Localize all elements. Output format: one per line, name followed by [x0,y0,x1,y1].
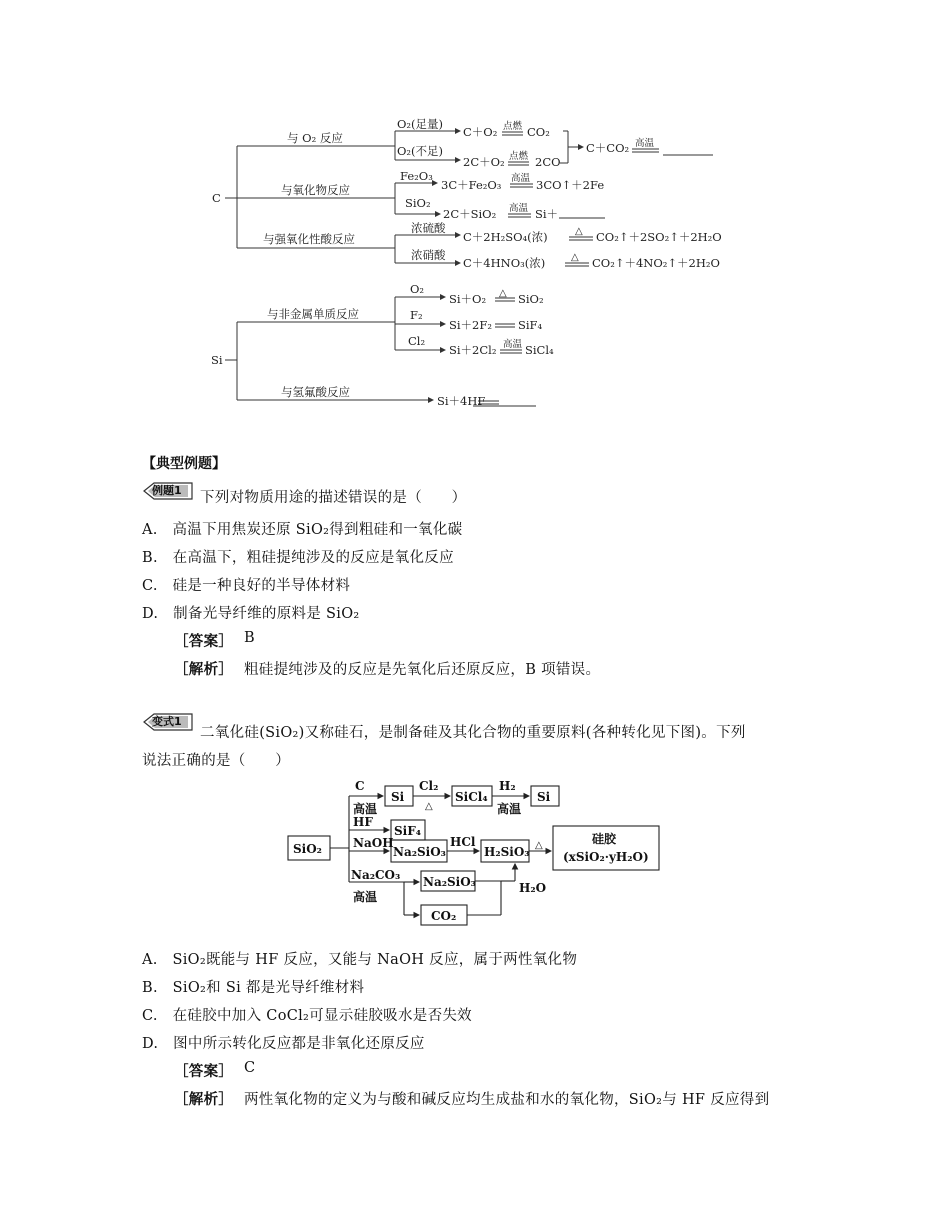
variant1-option-d: D. 图中所示转化反应都是非氧化还原反应 [142,1036,425,1052]
variant1-answer-label: ［答案］ [174,1063,234,1080]
c-branch-acid: 与强氧化性酸反应 [263,232,355,246]
si-cond-1: △ [499,288,507,299]
oxide-cond-1: 高温 [511,173,531,184]
d2-reagent-h2o: H₂O [519,881,547,895]
sio2-conversion-diagram [285,776,665,928]
si-reaction-cl2-right: SiCl₄ [525,343,554,357]
c-branch-oxide: 与氧化物反应 [281,183,350,197]
variant1-option-b: B. SiO₂和 Si 都是光导纤维材料 [142,980,365,996]
oxide-reaction-1-right: 3CO↑＋2Fe [536,178,605,192]
acid-reagent-sulfuric: 浓硫酸 [411,221,446,235]
variant1-stem-line1: 二氧化硅(SiO₂)又称硅石，是制备硅及其化合物的重要原料(各种转化见下图)。下列 [200,725,746,741]
si-reaction-f2-left: Si＋2F₂ [449,318,492,332]
d2-si-1: Si [391,790,405,804]
example1-stem: 下列对物质用途的描述错误的是（ ） [200,490,467,506]
variant1-analysis-label: ［解析］ [174,1091,234,1108]
d2-si-2: Si [537,790,551,804]
oxide-reagent-fe2o3: Fe₂O₃ [400,169,433,183]
oxide-reaction-2-right: Si＋ [535,207,559,221]
d2-reagent-h2: H₂ [499,779,516,793]
d2-cond-high-temp-3: 高温 [353,890,378,904]
d2-reagent-na2co3: Na₂CO₃ [351,868,401,882]
d2-reagent-cl2: Cl₂ [419,779,439,793]
d2-reagent-hf: HF [353,815,373,829]
acid-cond-2: △ [571,252,579,263]
example1-option-d: D. 制备光导纤维的原料是 SiO₂ [142,606,360,622]
variant-badge-label: 变式1 [152,715,182,728]
d2-cond-heat-2: △ [535,840,543,851]
acid-cond-1: △ [575,226,583,237]
acid-reaction-1-right: CO₂↑＋2SO₂↑＋2H₂O [596,230,722,244]
example1-option-c: C. 硅是一种良好的半导体材料 [142,578,351,594]
o2-combined: C＋CO₂ [586,141,630,155]
d2-h2sio3: H₂SiO₃ [484,845,530,859]
oxide-reagent-sio2: SiO₂ [405,196,431,210]
acid-reagent-nitric: 浓硝酸 [411,248,446,262]
o2-combined-cond: 高温 [635,138,655,149]
variant1-option-c: C. 在硅胶中加入 CoCl₂可显示硅胶吸水是否失效 [142,1008,472,1024]
o2-reaction-1-left: C＋O₂ [463,125,498,139]
si-reaction-o2-right: SiO₂ [518,292,544,306]
si-reaction-f2-right: SiF₄ [518,318,543,332]
d2-co2: CO₂ [431,909,457,923]
o2-reaction-2-left: 2C＋O₂ [463,155,505,169]
o2-cond-2: 点燃 [509,151,529,162]
d2-cond-heat-1: △ [425,801,433,812]
example1-answer-label: ［答案］ [174,633,234,650]
example1-analysis-label: ［解析］ [174,661,234,678]
acid-reaction-2-left: C＋4HNO₃(浓) [463,256,546,270]
d2-silica-gel-formula: (xSiO₂·yH₂O) [563,850,649,864]
example-badge-label: 例题1 [152,484,182,497]
d2-start-sio2: SiO₂ [293,842,322,856]
d2-sicl4: SiCl₄ [455,790,488,804]
o2-condition-excess: O₂(足量) [397,117,444,131]
d2-reagent-hcl: HCl [450,835,476,849]
d2-reagent-naoh: NaOH [353,836,394,850]
variant1-answer: C [244,1060,256,1076]
si-reagent-o2: O₂ [410,282,425,296]
d2-reagent-c: C [355,779,365,793]
d2-na2sio3-1: Na₂SiO₃ [393,845,446,859]
si-reagent-f2: F₂ [410,308,423,322]
oxide-reaction-1-left: 3C＋Fe₂O₃ [441,178,502,192]
d2-cond-high-temp-2: 高温 [497,802,522,816]
o2-condition-limited: O₂(不足) [397,144,444,158]
oxide-reaction-2-left: 2C＋SiO₂ [443,207,497,221]
si-root: Si [211,353,223,367]
si-branch-nonmetal: 与非金属单质反应 [267,307,359,321]
example1-analysis: 粗硅提纯涉及的反应是先氧化后还原反应，B 项错误。 [244,662,601,678]
si-reagent-cl2: Cl₂ [408,334,426,348]
carbon-silicon-reaction-diagram [205,110,765,415]
d2-na2sio3-2: Na₂SiO₃ [423,875,476,889]
si-reaction-o2-left: Si＋O₂ [449,292,487,306]
example1-option-a: A. 高温下用焦炭还原 SiO₂得到粗硅和一氧化碳 [142,522,463,538]
oxide-cond-2: 高温 [509,203,529,214]
si-reaction-hf-left: Si＋4HF [437,394,486,408]
acid-reaction-1-left: C＋2H₂SO₄(浓) [463,230,548,244]
example1-option-b: B. 在高温下，粗硅提纯涉及的反应是氧化反应 [142,550,454,566]
variant1-analysis: 两性氧化物的定义为与酸和碱反应均生成盐和水的氧化物，SiO₂与 HF 反应得到 [244,1092,770,1108]
variant1-option-a: A. SiO₂既能与 HF 反应，又能与 NaOH 反应，属于两性氧化物 [142,952,578,968]
o2-reaction-2-right: 2CO [535,155,561,169]
si-cond-2: 高温 [503,339,523,350]
example1-answer: B [244,630,255,646]
d2-cond-high-temp-1: 高温 [353,802,378,816]
o2-cond-1: 点燃 [503,121,523,132]
d2-sif4: SiF₄ [394,824,421,838]
acid-reaction-2-right: CO₂↑＋4NO₂↑＋2H₂O [592,256,720,270]
o2-reaction-1-right: CO₂ [527,125,550,139]
variant1-stem-line2: 说法正确的是（ ） [142,753,290,769]
si-branch-hf: 与氢氟酸反应 [281,385,350,399]
section-title: 【典型例题】 [142,456,226,472]
d2-silica-gel: 硅胶 [592,832,617,846]
c-root: C [212,191,221,205]
c-branch-o2: 与 O₂ 反应 [287,131,343,145]
si-reaction-cl2-left: Si＋2Cl₂ [449,343,497,357]
